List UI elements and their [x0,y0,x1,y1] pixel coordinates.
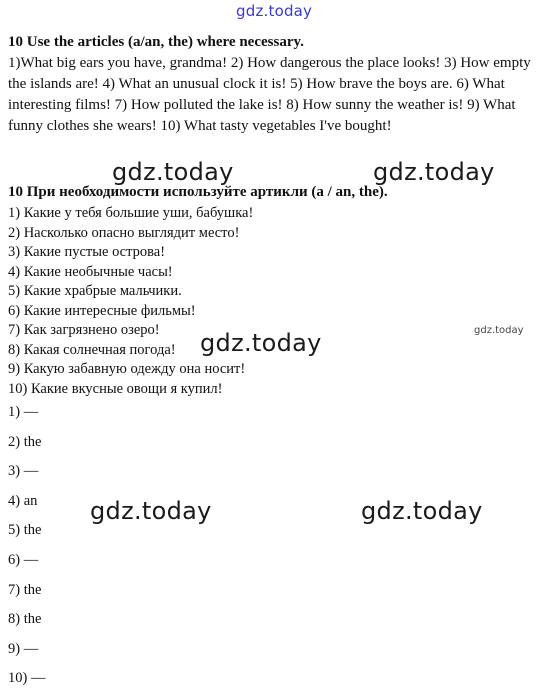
watermark-center: gdz.today [200,329,322,357]
list-item: 2) Насколько опасно выглядит место! [8,224,240,241]
answer-item: 2) the [8,433,42,450]
answer-item: 3) — [8,463,39,480]
russian-sentence-list [8,204,253,399]
answer-item: 8) the [8,611,42,628]
list-item: 1) Какие у тебя большие уши, бабушка! [8,205,254,221]
list-item: 10) Какие вкусные овощи я купил! [8,380,223,397]
answer-item: 6) — [8,551,39,568]
list-item: 8) Какая солнечная погода! [8,341,176,358]
answer-item: 4) an [8,492,38,509]
answer-item: 5) the [8,522,42,539]
list-item: 9) Какую забавную одежду она носит! [8,361,246,377]
exercise-text-english: 1)What big ears you have, grandma! 2) How dangerous the place looks! 3) How empty the islands are! 4) What an unusual clock it is! 5) How brave the boys are. 6) What interesting films! 7) How polluted the lake is! 8) How sunny the weather is! 9) What funny clothes she wears! 10) What tasty vegetables I've bought! [8,55,531,134]
answer-item: 7) the [8,581,42,598]
answer-item: 1) — [8,404,39,420]
answer-item: 9) — [8,640,39,657]
watermark-mid-left: gdz.today [112,158,234,186]
exercise-heading-english: 10 Use the articles (a/an, the) where necessary. [8,34,304,50]
watermark-top: gdz.today [236,2,313,20]
list-item: 3) Какие пустые острова! [8,244,166,260]
watermark-small-right: gdz.today [474,325,524,336]
list-item: 5) Какие храбрые мальчики. [8,283,182,299]
list-item: 7) Как загрязнено озеро! [8,322,160,338]
exercise-heading-russian: 10 При необходимости используйте артикли (a / an, the). [8,184,388,200]
answer-item: 10) — [8,670,46,687]
list-item: 6) Какие интересные фильмы! [8,302,196,319]
list-item: 4) Какие необычные часы! [8,263,173,280]
watermark-bottom-right: gdz.today [361,497,483,525]
watermark-bottom-left: gdz.today [90,497,212,525]
watermark-mid-right: gdz.today [373,158,495,186]
answer-list [8,398,45,694]
